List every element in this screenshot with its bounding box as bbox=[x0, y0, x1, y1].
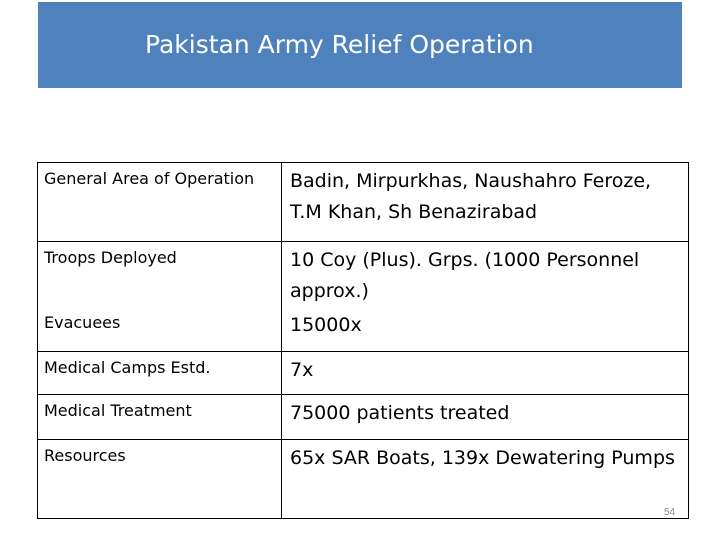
row-label: Evacuees bbox=[44, 313, 121, 332]
operation-table bbox=[37, 162, 689, 519]
slide-title: Pakistan Army Relief Operation bbox=[145, 30, 534, 59]
table-row bbox=[38, 242, 688, 306]
row-label: Troops Deployed bbox=[44, 248, 177, 267]
row-label: Medical Camps Estd. bbox=[44, 358, 211, 377]
row-label: Medical Treatment bbox=[44, 401, 192, 420]
row-value: 65x SAR Boats, 139x Dewatering Pumps bbox=[290, 447, 675, 469]
table-row bbox=[38, 306, 688, 352]
table-row bbox=[38, 395, 688, 440]
row-value: 7x bbox=[290, 359, 314, 381]
row-value: Badin, Mirpurkhas, Naushahro Feroze, T.M Khan, Sh Benazirabad bbox=[290, 170, 652, 223]
page-number: 54 bbox=[664, 507, 676, 518]
row-value: 15000x bbox=[290, 314, 362, 336]
title-banner bbox=[38, 2, 682, 88]
row-value: 75000 patients treated bbox=[290, 402, 510, 424]
row-label: General Area of Operation bbox=[44, 169, 255, 188]
row-label: Resources bbox=[44, 446, 126, 465]
table-row bbox=[38, 163, 688, 242]
table-row bbox=[38, 440, 688, 518]
table-row bbox=[38, 352, 688, 395]
row-value: 10 Coy (Plus). Grps. (1000 Personnel approx.) bbox=[290, 249, 640, 302]
